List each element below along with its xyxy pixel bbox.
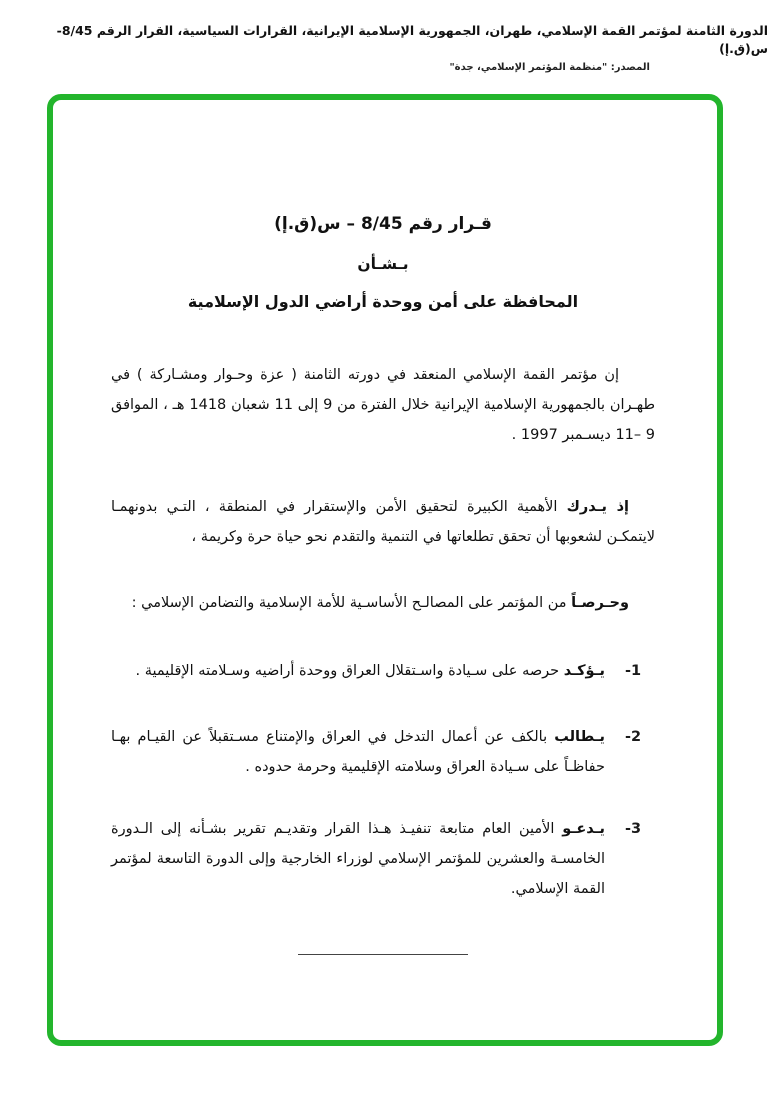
item-lead: يـؤكـد — [563, 663, 605, 679]
item-number: -2 — [625, 729, 642, 745]
end-divider-line — [298, 954, 468, 955]
paragraph-text: من المؤتمر على المصالـح الأساسـية للأمة الإسلامية والتضامن الإسلامي : — [131, 595, 572, 611]
resolution-item-1 — [111, 656, 655, 686]
header-source-line: المصدر: "منظمة المؤتمر الإسلامي، جدة" — [449, 62, 650, 73]
paragraph-lead: إذ يـدرك — [566, 499, 629, 515]
paragraph-lead: وحـرصـاً — [571, 595, 629, 611]
resolution-subject-label: بـشـأن — [357, 255, 409, 273]
resolution-subject-title: المحافظة على أمن ووحدة أراضي الدول الإسلامية — [187, 292, 579, 311]
resolution-title-block — [111, 212, 655, 314]
paragraph-text: الأهمية الكبيرة لتحقيق الأمن والإستقرار في المنطقة ، التـي بدونهمـا لايتمكـن لشعوبها أن تحقق تطلعاتها في التنمية والتقدم نحو حياة حرة وكريمة ، — [111, 499, 655, 545]
green-border-frame — [47, 94, 723, 1046]
item-body: بالكف عن أعمال التدخل في العراق والإمتناع مسـتقبلاً عن القيـام بهـا حفاظـاً على سـيادة العراق وسلامته الإقليمية وحرمة حدوده . — [111, 729, 605, 775]
paragraph-keenness — [111, 588, 655, 618]
item-body: الأمين العام متابعة تنفيـذ هـذا القرار وتقديـم تقرير بشـأنه إلى الـدورة الخامسـة والعشرين للمؤتمر الإسلامي لوزراء الخارجية وإلى الدورة التاسعة لمؤتمر القمة الإسلامي. — [111, 821, 605, 897]
document-header — [12, 22, 768, 73]
item-text — [111, 656, 605, 686]
item-text — [111, 814, 605, 904]
resolution-body — [53, 100, 717, 1040]
item-number: -3 — [625, 821, 642, 837]
paragraph-preamble — [111, 360, 655, 450]
header-citation-line: الدورة الثامنة لمؤتمر القمة الإسلامي، طهران، الجمهورية الإسلامية الإيرانية، القرارات السياسية، القرار الرقم 8/45-س(ق.إ) — [56, 23, 768, 56]
resolution-number-title: قـرار رقم 8/45 – س(ق.إ) — [274, 214, 492, 234]
paragraph-text: إن مؤتمر القمة الإسلامي المنعقد في دورته الثامنة ( عزة وحـوار ومشـاركة ) في طهـران بالجمهورية الإسلامية الإيرانية خلال الفترة من 9 إلى 11 شعبان 1418 هـ ، الموافق 9 –11 ديسـمبر 1997 . — [111, 367, 655, 443]
item-body: حرصه على سـيادة واسـتقلال العراق ووحدة أراضيه وسـلامته الإقليمية . — [135, 663, 564, 679]
resolution-item-2 — [111, 722, 655, 782]
item-number: -1 — [625, 663, 642, 679]
item-lead: يـدعـو — [562, 821, 605, 837]
item-lead: يـطالب — [554, 729, 605, 745]
item-text — [111, 722, 605, 782]
paragraph-recognizing — [111, 492, 655, 552]
resolution-item-3 — [111, 814, 655, 904]
